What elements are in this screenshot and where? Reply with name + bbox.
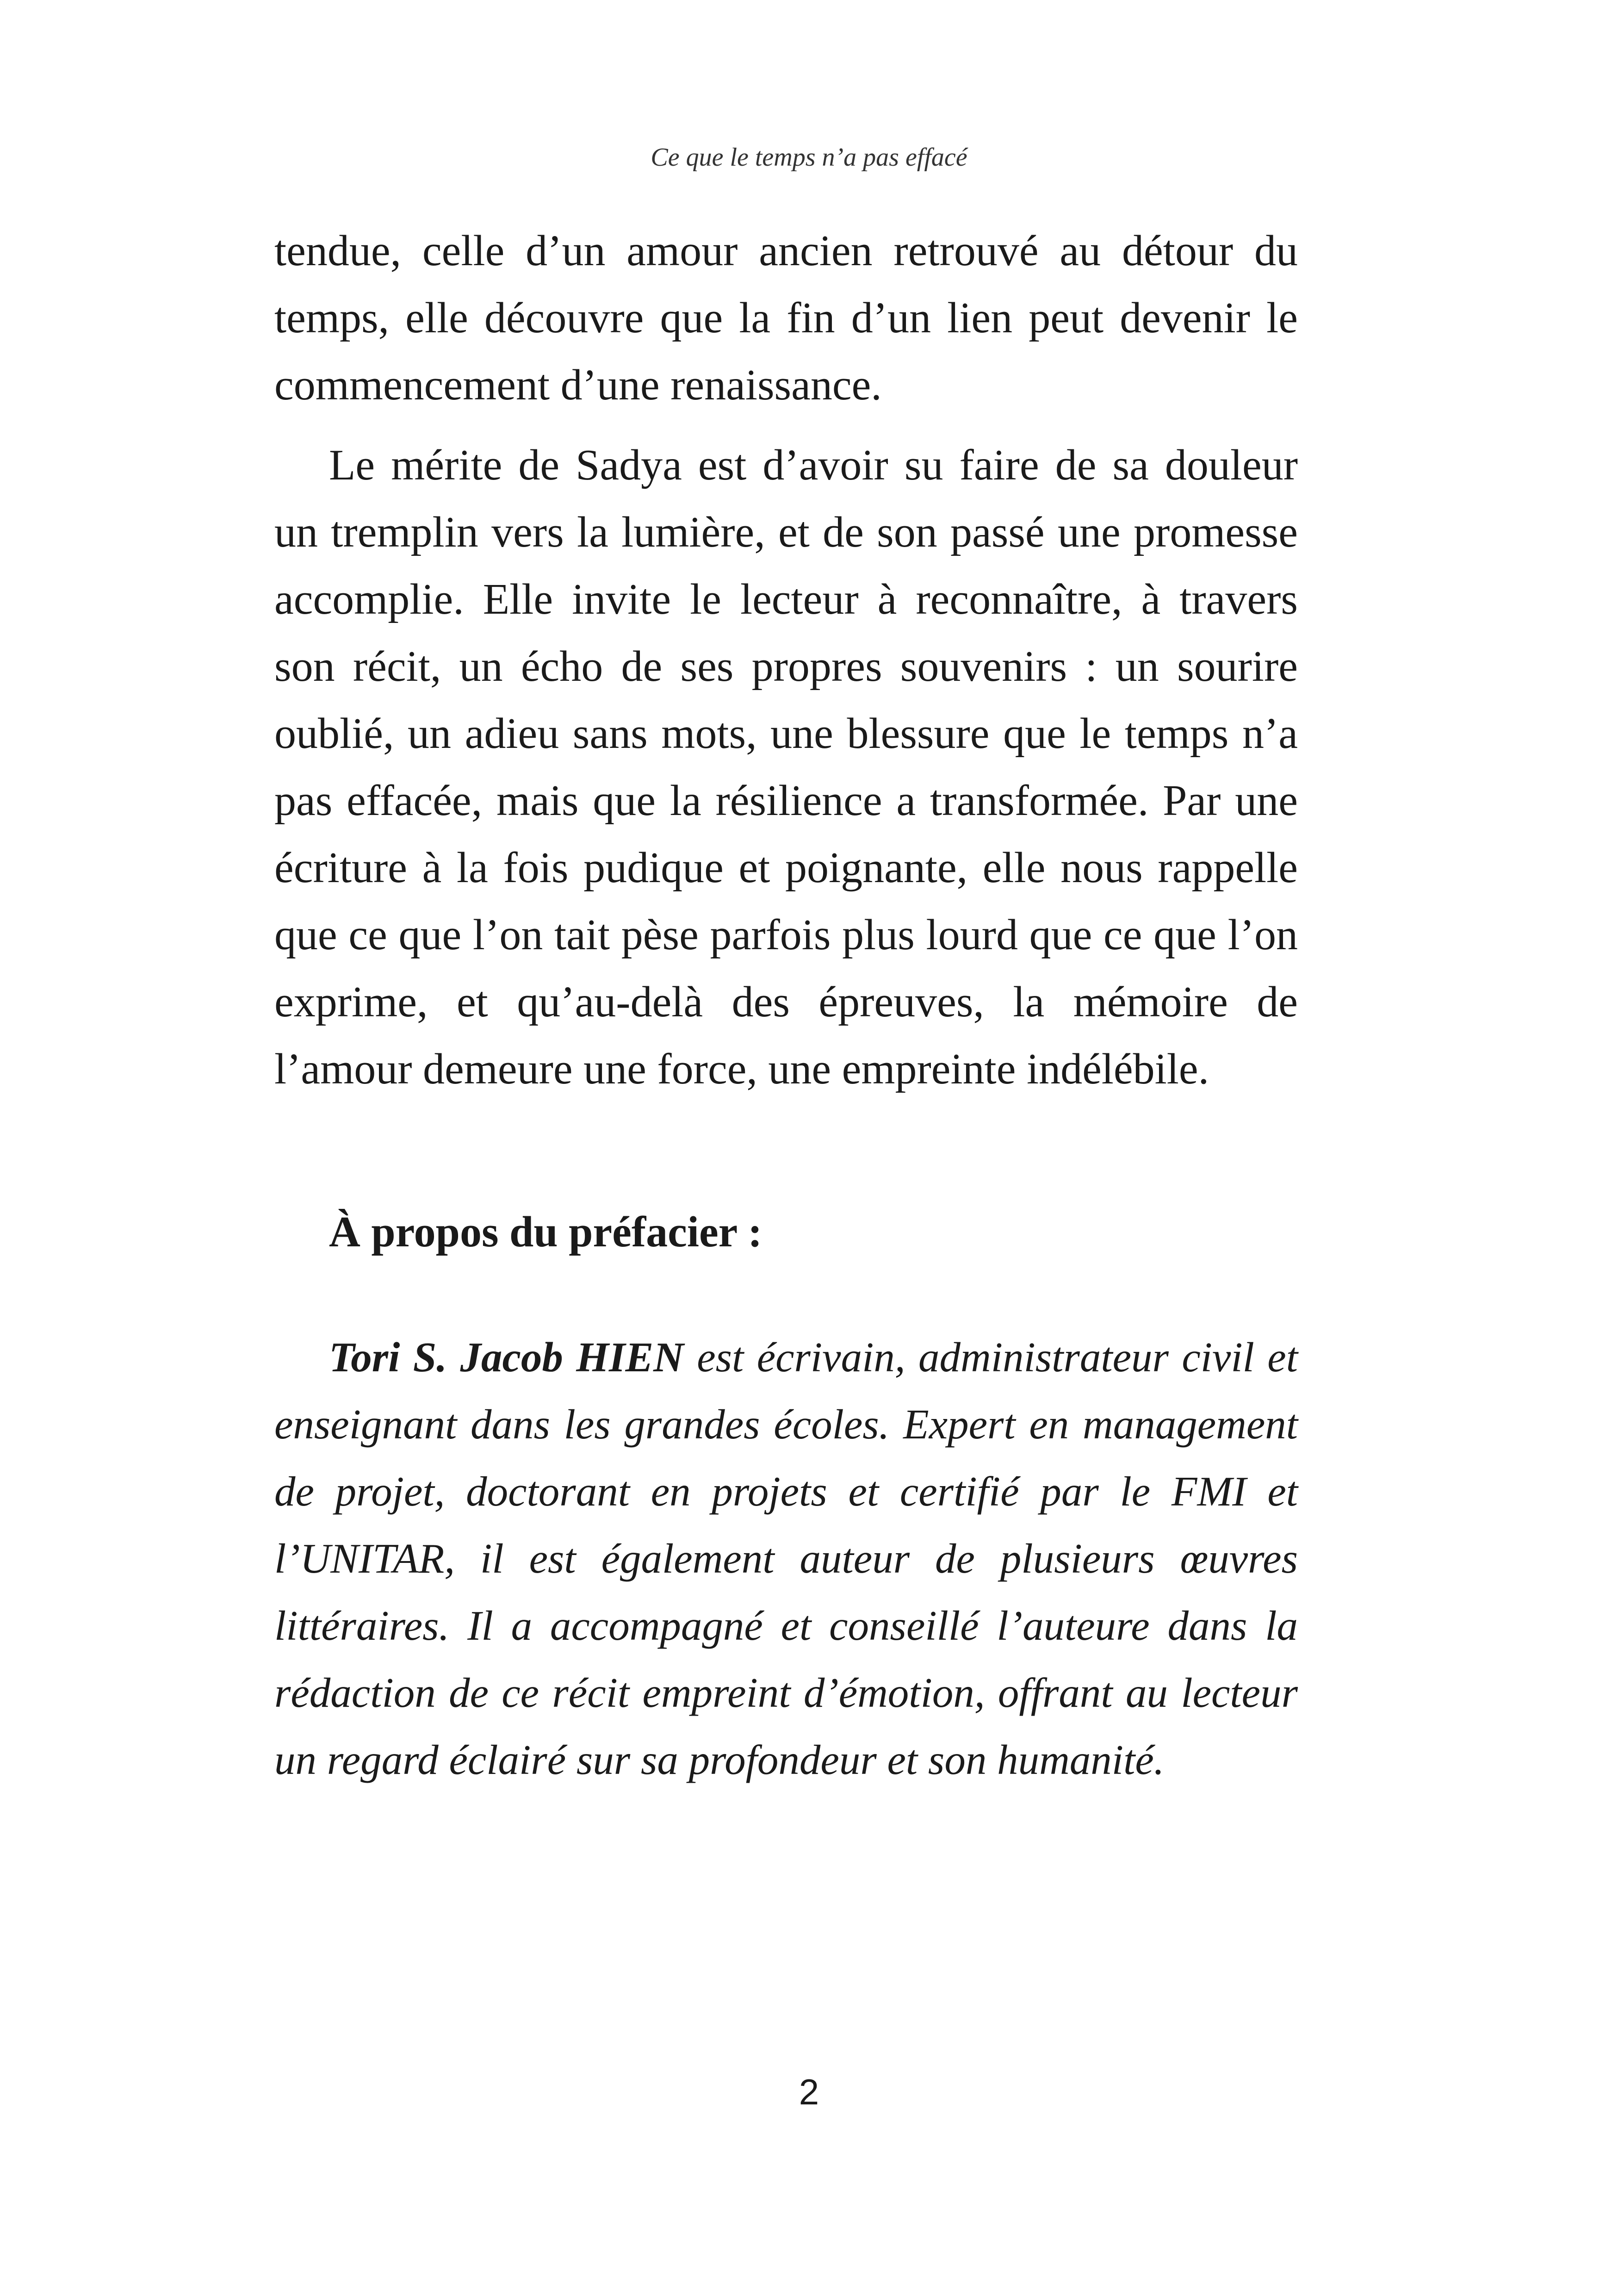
author-bio-text: est écrivain, administrateur civil et enseignant dans les grandes écoles. Expert en management de projet, doctorant en projets et certifié par le FMI et l’UNITAR, il est également auteur de plusieurs œuvres littéraires. Il a accompagné et conseillé l’auteure dans la rédaction de ce récit empreint d’émotion, offrant au lecteur un regard éclairé sur sa profondeur et son humanité. [274, 1334, 1298, 1783]
author-bio [274, 1324, 1298, 1793]
preface-body [274, 218, 1298, 1103]
author-name: Tori S. Jacob HIEN [329, 1334, 684, 1381]
paragraph: Le mérite de Sadya est d’avoir su faire de sa douleur un tremplin vers la lumière, et de son passé une promesse accomplie. Elle invite le lecteur à reconnaître, à travers son récit, un écho de ses propres souvenirs : un sourire oublié, un adieu sans mots, une blessure que le temps n’a pas effacée, mais que la résilience a transformée. Par une écriture à la fois pudique et poignante, elle nous rappelle que ce que l’on tait pèse parfois plus lourd que ce que l’on exprime, et qu’au-delà des épreuves, la mémoire de l’amour demeure une force, une empreinte indélébile. [274, 441, 1298, 1093]
paragraph: tendue, celle d’un amour ancien retrouvé au détour du temps, elle découvre que la fin d’un lien peut devenir le commencement d’une renaissance. [274, 227, 1298, 409]
page-number: 2 [799, 2072, 819, 2112]
section-heading: À propos du préfacier : [329, 1208, 763, 1256]
running-header: Ce que le temps n’a pas effacé [651, 143, 967, 172]
